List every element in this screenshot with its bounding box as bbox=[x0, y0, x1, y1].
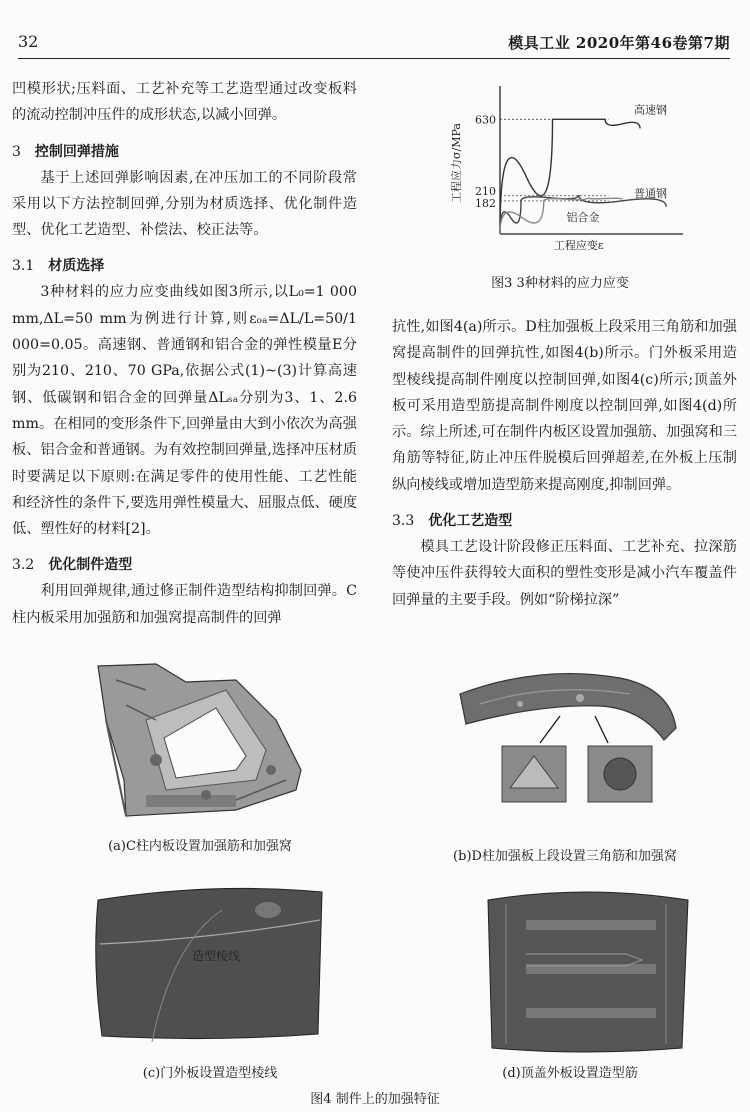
stress-strain-chart bbox=[430, 84, 690, 270]
y-tick-label: 182 bbox=[475, 196, 496, 210]
section-heading: 3.3 优化工艺造型 bbox=[392, 513, 513, 530]
series-label: 高速钢 bbox=[634, 103, 667, 117]
paragraph: 利用回弹规律,通过修正制件造型结构抑制回弹。C柱内板采用加强筋和加强窝提高制件的回弹 bbox=[12, 583, 357, 626]
journal-title: 模具工业 2020年第46卷第7期 bbox=[508, 34, 730, 52]
y-axis-label: 工程应力σ/MPa bbox=[450, 123, 463, 203]
figure4a-image bbox=[86, 660, 316, 820]
figure4-caption: 图4 制件上的加强特征 bbox=[310, 1092, 440, 1107]
section-heading: 3.1 材质选择 bbox=[12, 258, 105, 275]
paragraph: 抗性,如图4(a)所示。D柱加强板上段采用三角筋和加强窝提高制件的回弹抗性,如图4(b)所示。门外板采用造型棱线提高制件刚度以控制回弹,如图4(c)所示;顶盖外板可采用造型筋提高制件刚度以控制回弹,如图4(d)所示。综上所述,可在制件内板区设置加强筋、加强窝和三角筋等特征,防止冲压件脱模后回弹超差,在外板上压制纵向棱线或增加造型筋来提高刚度,抑制回弹。 bbox=[392, 319, 738, 493]
page-number: 32 bbox=[18, 32, 39, 51]
page-header bbox=[18, 26, 730, 59]
figure4b-caption: (b)D柱加强板上段设置三角筋和加强窝 bbox=[453, 849, 677, 864]
paragraph: 模具工艺设计阶段修正压料面、工艺补充、拉深筋等使冲压件获得较大面积的塑性变形是减小汽车覆盖件回弹量的主要手段。例如“阶梯拉深” bbox=[392, 539, 737, 608]
figure4c-image bbox=[92, 884, 332, 1044]
series-label: 普通钢 bbox=[634, 186, 667, 200]
paragraph: 基于上述回弹影响因素,在冲压加工的不同阶段常采用以下方法控制回弹,分别为材质选择、优化制件造型、优化工艺造型、补偿法、校正法等。 bbox=[12, 169, 357, 239]
figure4d-image bbox=[466, 880, 706, 1055]
figure4d-caption: (d)顶盖外板设置造型筋 bbox=[502, 1066, 638, 1081]
figure4a-caption: (a)C柱内板设置加强筋和加强窝 bbox=[108, 839, 292, 854]
left-column bbox=[12, 76, 357, 631]
y-tick-label: 210 bbox=[475, 184, 496, 198]
figure3-caption: 图3 3种材料的应力应变 bbox=[491, 276, 629, 291]
section-heading: 3 控制回弹措施 bbox=[12, 143, 119, 160]
x-axis-label: 工程应变ε bbox=[553, 239, 604, 252]
feature-line-label: 造型棱线 bbox=[191, 949, 241, 963]
y-tick-label: 630 bbox=[475, 113, 496, 127]
right-column bbox=[392, 314, 737, 613]
figure4b-image bbox=[440, 668, 680, 818]
section-heading: 3.2 优化制件造型 bbox=[12, 557, 133, 574]
figure4c-caption: (c)门外板设置造型棱线 bbox=[142, 1066, 278, 1081]
paragraph: 3种材料的应力应变曲线如图3所示,以L₀=1 000 mm,ΔL=50 mm为例进行计算,则εₒₐ=ΔL/L=50/1 000=0.05。高速钢、普通钢和铝合金的弹性模量E分别为210、210、70 GPa,依据公式(1)~(3)计算高速钢、低碳钢和铝合金的回弹量ΔLₛₐ分别为3、1、2.6 mm。在相同的变形条件下,回弹量由大到小依次为高强板、铝合金和普通钢。为有效控制回弹量,选择冲压材质时要满足以下原则:在满足零件的使用性能、工艺性能和经济性的条件下,要选用弹性模量大、屈服点低、硬度低、塑性好的材料[2]。 bbox=[12, 284, 358, 538]
paragraph: 凹模形状;压料面、工艺补充等工艺造型通过改变板料的流动控制冲压件的成形状态,以减小回弹。 bbox=[12, 81, 357, 124]
series-label: 铝合金 bbox=[566, 210, 600, 224]
